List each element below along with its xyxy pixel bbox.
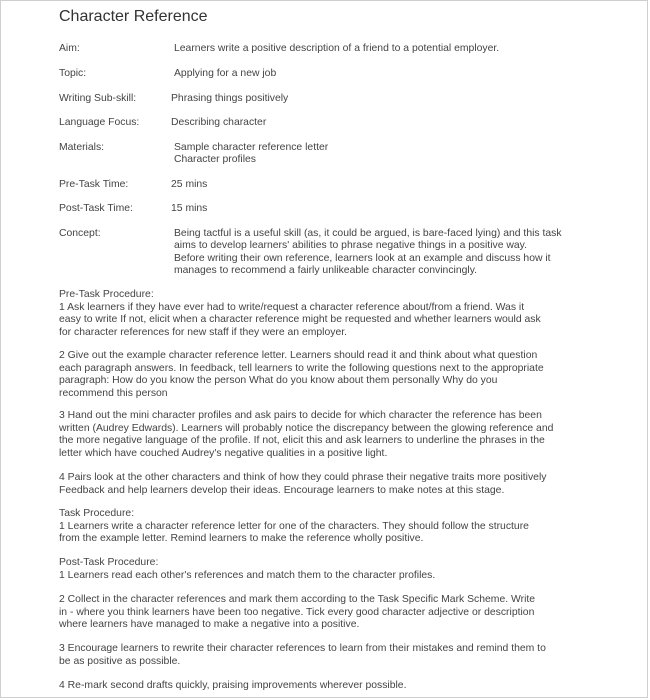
step-line: 1 Ask learners if they have ever had to write/request a character reference about/from a friend. Was it <box>59 301 525 313</box>
pre-task-step-1 <box>59 302 634 340</box>
concept-value <box>174 228 624 277</box>
step-line: Feedback and help learners develop their ideas. Encourage learners to make notes at this stage. <box>59 484 505 496</box>
step-line: each paragraph answers. In feedback, tell learners to write the following questions next to the appropriate <box>59 362 544 374</box>
step-line: 2 Collect in the character references and mark them according to the Task Specific Mark Scheme. Write <box>59 594 536 605</box>
writing-subskill-value: Phrasing things positively <box>171 93 289 104</box>
materials-line: Sample character reference letter <box>174 142 329 153</box>
post-task-heading: Post-Task Procedure: <box>59 557 159 568</box>
pre-task-step-4 <box>59 472 634 497</box>
step-line: the more negative language of the profile. If not, elicit this and ask learners to underline the phrases in the <box>59 435 545 446</box>
pre-task-section <box>59 289 634 339</box>
concept-line: aims to develop learners' abilities to phrase negative things in a positive way. <box>174 240 527 252</box>
step-line: 1 Learners read each other's references and match them to the character profiles. <box>59 569 436 581</box>
post-task-step-4 <box>59 680 634 693</box>
post-task-time-label: Post-Task Time: <box>59 203 133 214</box>
step-line: be as positive as possible. <box>59 655 181 667</box>
task-section <box>59 508 634 546</box>
pre-task-heading: Pre-Task Procedure: <box>59 289 154 300</box>
concept-line: Being tactful is a useful skill (as, it could be argued, is bare-faced lying) and this task <box>174 228 562 239</box>
materials-value <box>174 142 624 167</box>
step-line: 4 Pairs look at the other characters and think of how they could phrase their negative traits more positively <box>59 472 547 483</box>
topic-value: Applying for a new job <box>174 68 277 79</box>
step-line: letter which have couched Audrey's negative qualities in a positive light. <box>59 447 388 459</box>
step-line: where learners have managed to make a negative into a positive. <box>59 619 360 630</box>
step-line: 3 Hand out the mini character profiles and ask pairs to decide for which character the reference has been <box>59 410 542 421</box>
step-line: written (Audrey Edwards). Learners will probably notice the discrepancy between the glowing reference and <box>59 422 554 434</box>
writing-subskill-label: Writing Sub-skill: <box>59 93 137 104</box>
step-line: 3 Encourage learners to rewrite their character references to learn from their mistakes and remind them to <box>59 643 546 654</box>
pre-task-time-label: Pre-Task Time: <box>59 179 129 190</box>
pre-task-step-3 <box>59 410 634 460</box>
step-line: from the example letter. Remind learners to make the reference wholly positive. <box>59 533 424 544</box>
concept-line: manages to recommend a fairly unlikeable character convincingly. <box>174 264 478 276</box>
step-line: 4 Re-mark second drafts quickly, praising improvements wherever possible. <box>59 680 407 691</box>
aim-label: Aim: <box>59 43 80 54</box>
task-heading: Task Procedure: <box>59 508 135 519</box>
materials-label: Materials: <box>59 142 105 153</box>
aim-value: Learners write a positive description of a friend to a potential employer. <box>174 43 500 54</box>
step-line: 2 Give out the example character reference letter. Learners should read it and think about what question <box>59 350 538 361</box>
concept-label: Concept: <box>59 228 101 239</box>
step-line: in - where you think learners have been too negative. Tick every good character adjective or description <box>59 606 535 618</box>
step-line: 1 Learners write a character reference letter for one of the characters. They should follow the structure <box>59 520 529 532</box>
concept-line: Before writing their own reference, learners look at an example and discuss how it <box>174 252 551 264</box>
step-line: recommend this person <box>59 387 168 399</box>
language-focus-value: Describing character <box>171 117 267 128</box>
page-title: Character Reference <box>59 8 208 25</box>
step-line: for character references for new staff if they were an employer. <box>59 326 347 338</box>
step-line: easy to write If not, elicit when a character reference might be requested and whether learners would ask <box>59 314 541 325</box>
materials-line: Character profiles <box>174 154 257 166</box>
topic-label: Topic: <box>59 68 87 79</box>
post-task-section <box>59 557 634 582</box>
post-task-time-value: 15 mins <box>171 203 208 214</box>
language-focus-label: Language Focus: <box>59 117 140 128</box>
post-task-step-2 <box>59 594 634 632</box>
pre-task-step-2 <box>59 350 634 400</box>
post-task-step-3 <box>59 643 634 668</box>
step-line: paragraph: How do you know the person What do you know about them personally Why do you <box>59 375 498 386</box>
pre-task-time-value: 25 mins <box>171 179 208 190</box>
